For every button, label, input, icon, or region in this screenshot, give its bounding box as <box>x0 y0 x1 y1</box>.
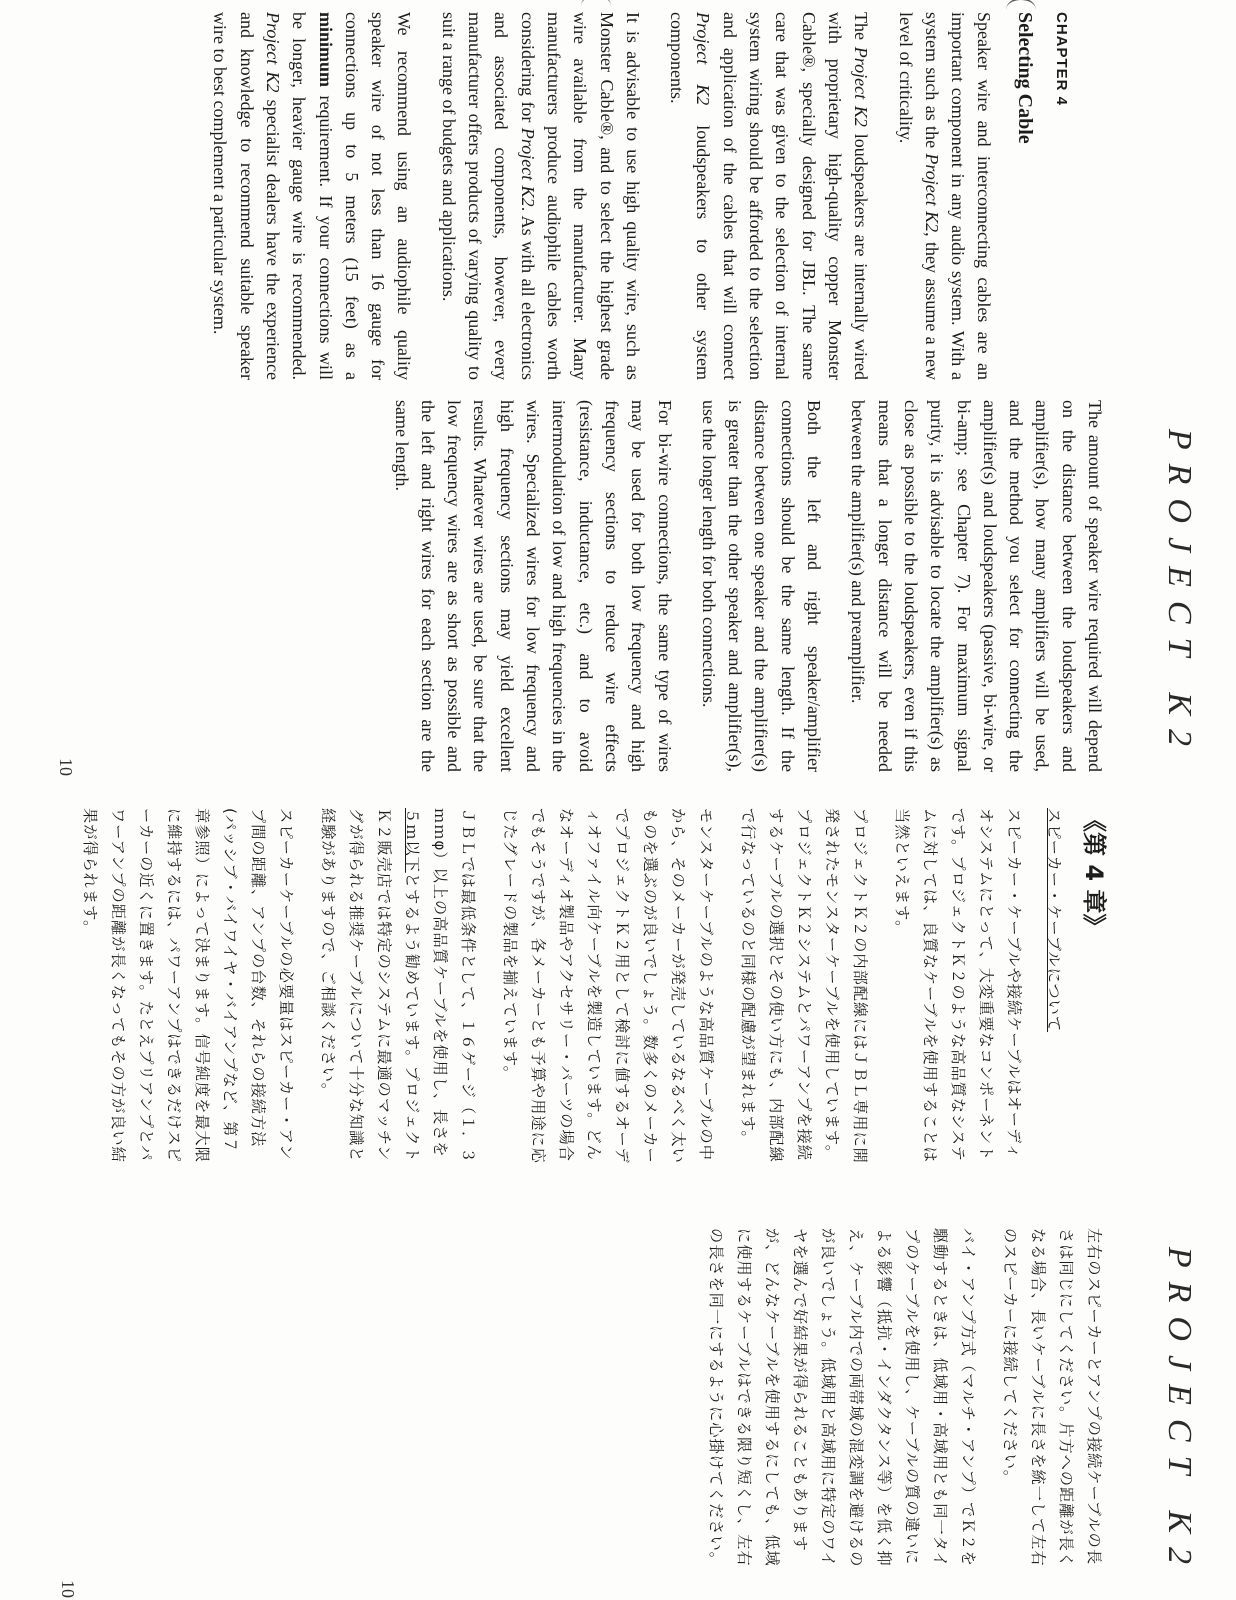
paragraph: 左右のスピーカーとアンプの接続ケーブルの長さは同じにしてください。片方への距離が長くなる場合、長いケーブルに長さを統一して左右のスピーカーに接続してください。 <box>1001 1228 1103 1568</box>
paragraph: バイ・アンプ方式（マルチ・アンプ）でＫ２を駆動するときは、低域用・高域用とも同一タイプのケーブルを使用し、ケーブルの質の違いによる影響（抵抗・インダクタンス等）を低く抑え、ケーブル内での両帯域の混変調を避けるのが良いでしょう。低域用と高域用に特定のワイヤを選んで好結果が得られることもありますが、どんなケーブルを使用するにしても、低域に使用するケーブルはできる限り短くし、左右の長さを同一にするように心掛けてください。 <box>707 1228 977 1568</box>
paragraph: Both the left and right speaker/amplifier connections should be the same length. If the distance between one speaker and the amplifier(s) is greater than the other speaker and amplifier(s), use the longer length for both connections. <box>698 400 825 772</box>
paragraph: Speaker wire and interconnecting cables are an important component in any audio system. With a system such as the Project K2, they assume a new level of criticality. <box>895 12 995 380</box>
paragraph: プロジェクトＫ２の内部配線にはＪＢＬ専用に開発されたモンスターケーブルを使用しています。プロジェクトＫ２システムとパワーアンプを接続するケーブルの選択とその使い方にも、内部配線で行なっているのと同様の配慮が望まれます。 <box>739 808 869 1164</box>
paragraph: The Project K2 loudspeakers are internally wired with proprietary high-quality copper Monster Cable®, specially designed for JBL. The same care that was given to the selection of internal system wiring should be afforded to the selection and application of the cables that will connect Project K2 loudspeakers to other system components. <box>667 12 872 380</box>
paragraph: スピーカー・ケーブルや接続ケーブルはオーディオシステムにとって、大変重要なコンポーネントです。プロジェクトＫ２のような高品質なシステムに対しては、良質なケーブルを使用することは当然といえます。 <box>893 808 1023 1163</box>
english-column-left <box>189 12 1074 380</box>
paragraph: It is advisable to use high quality wire, such as Monster Cable®, and to select the highest grade wire available from the manufacturer. Many manufacturers produce audiophile cables worth considering for Project K2. As with all electronics and associated components, however, every manufacturer offers products of varying quality to suit a range of budgets and applications. <box>438 12 643 380</box>
chapter-title: 《第 4 章》 <box>1080 808 1108 938</box>
paragraph: For bi-wire connections, the same type of wires may be used for both low frequency and high frequency sections to reduce wire effects (resistance, inductance, etc.) and to avoid intermodulation of low and high frequencies in the wires. Specialized wires for low frequency and high frequency sections may yield excellent results. Whatever wires are used, be sure that the low frequency wires are as short as possible and the left and right wires for each section are the same length. <box>391 400 675 772</box>
paragraph: モンスターケーブルのような高品質ケーブルの中から、そのメーカーが発売しているなるべく太いものを選ぶのが良いでしょう。数多くのメーカーでプロジェクトＫ２用として検討に値するオーディオファイル向ケーブルを製造しています。どんなオーディオ製品やアクセサリー・パーツの場合でもそうですが、各メーカーとも予算や用途に応じたグレードの製品を揃えています。 <box>501 808 715 1164</box>
chapter-label: CHAPTER 4 <box>1053 12 1070 107</box>
japanese-column-right <box>688 1228 1108 1578</box>
page-number: 10 <box>56 758 76 776</box>
paragraph: ＪＢＬでは最低条件として、１６ゲージ（１．３ｍｍφ）以上の高品質ケーブルを使用し、長さを５ｍ以下とするよう勧めています。プロジェクトＫ２販売店では特定のシステムに最適のマッチングが得られる推奨ケーブルについて十分な知識と経験がありますので、ご相談ください。 <box>319 808 477 1164</box>
paragraph: スピーカーケーブルの必要量はスピーカー・アンプ間の距離、アンプの台数、それらの接続方法(パッシブ・バイワイヤ・バイアンプなど、第７章参照）によって決まります。信号純度を最大限に維持するには、パワーアンプはできるだけスピーカーの近くに置きます。たとえプリアンプとパワーアンプの距離が長くなってもその方が良い結果が得られます。 <box>81 808 295 1163</box>
english-page <box>0 0 1236 790</box>
japanese-column-left <box>62 808 1068 1168</box>
page-number: 10 <box>58 1580 78 1598</box>
page-header: PROJECT K2 <box>1161 428 1198 760</box>
paragraph: We recommend using an audiophile quality speaker wire of not less than 16 gauge for connections up to 5 meters (15 feet) as a minimum requirement. If your connections will be longer, heavier gauge wire is recommended. Project K2 specialist dealers have the experience and knowledge to recommend suitable speaker wire to best complement a particular system. <box>210 12 415 381</box>
paragraph: The amount of speaker wire required will depend on the distance between the loudspeakers and amplifier(s), how many amplifiers will be used, and the method you select for connecting the amplifier(s) and loudspeakers (passive, bi-wire, or bi-amp; see Chapter 7). For maximum signal purity, it is advisable to locate the amplifier(s) as close as possible to the loudspeakers, even if this means that a longer distance will be needed between the amplifier(s) and preamplifier. <box>848 400 1105 772</box>
japanese-page <box>0 808 1236 1598</box>
section-title: スピーカー・ケーブルについて <box>1045 808 1063 1033</box>
english-column-right <box>370 400 1108 772</box>
page-header: PROJECT K2 <box>1161 1246 1198 1578</box>
section-title: Selecting Cable <box>1013 12 1036 144</box>
